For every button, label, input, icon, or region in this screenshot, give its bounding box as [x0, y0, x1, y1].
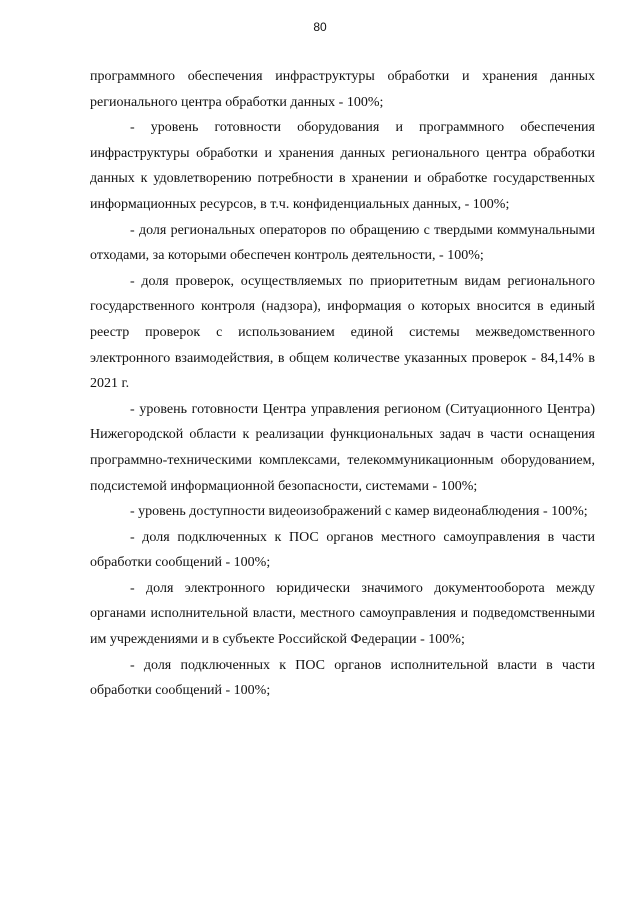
paragraph: - уровень доступности видеоизображений с камер видеонаблюдения - 100%; — [130, 504, 588, 520]
paragraph: - доля региональных операторов по обращению с твердыми коммунальными отходами, за которыми обеспечен контроль деятельности, - 100%; — [90, 222, 595, 264]
paragraph: - доля проверок, осуществляемых по приоритетным видам регионального государственного контроля (надзора), информация о которых вносится в единый реестр проверок с использованием единой системы межведомственного электронного взаимодействия, в общем количестве указанных проверок - 84,14% в 2021 г. — [90, 273, 595, 392]
paragraph: - доля подключенных к ПОС органов исполнительной власти в части обработки сообщений - 100%; — [90, 657, 595, 699]
document-body — [90, 64, 595, 704]
paragraph: - доля подключенных к ПОС органов местного самоуправления в части обработки сообщений - 100%; — [90, 529, 595, 571]
paragraph: - уровень готовности Центра управления регионом (Ситуационного Центра) Нижегородской области к реализации функциональных задач в части оснащения программно-техническими комплексами, телекоммуникационным оборудованием, подсистемой информационной безопасности, системами - 100%; — [90, 401, 595, 494]
paragraph: - доля электронного юридически значимого документооборота между органами исполнительной власти, местного самоуправления и подведомственными им учреждениями и в субъекте Российской Федерации - 100%; — [90, 580, 595, 648]
paragraph: - уровень готовности оборудования и программного обеспечения инфраструктуры обработки и хранения данных регионального центра обработки данных к удовлетворению потребности в хранении и обработке государственных информационных ресурсов, в т.ч. конфиденциальных данных, - 100%; — [90, 120, 595, 212]
paragraph-continuation: программного обеспечения инфраструктуры обработки и хранения данных регионального центра обработки данных - 100%; — [90, 69, 595, 110]
page-number: 80 — [313, 20, 327, 34]
